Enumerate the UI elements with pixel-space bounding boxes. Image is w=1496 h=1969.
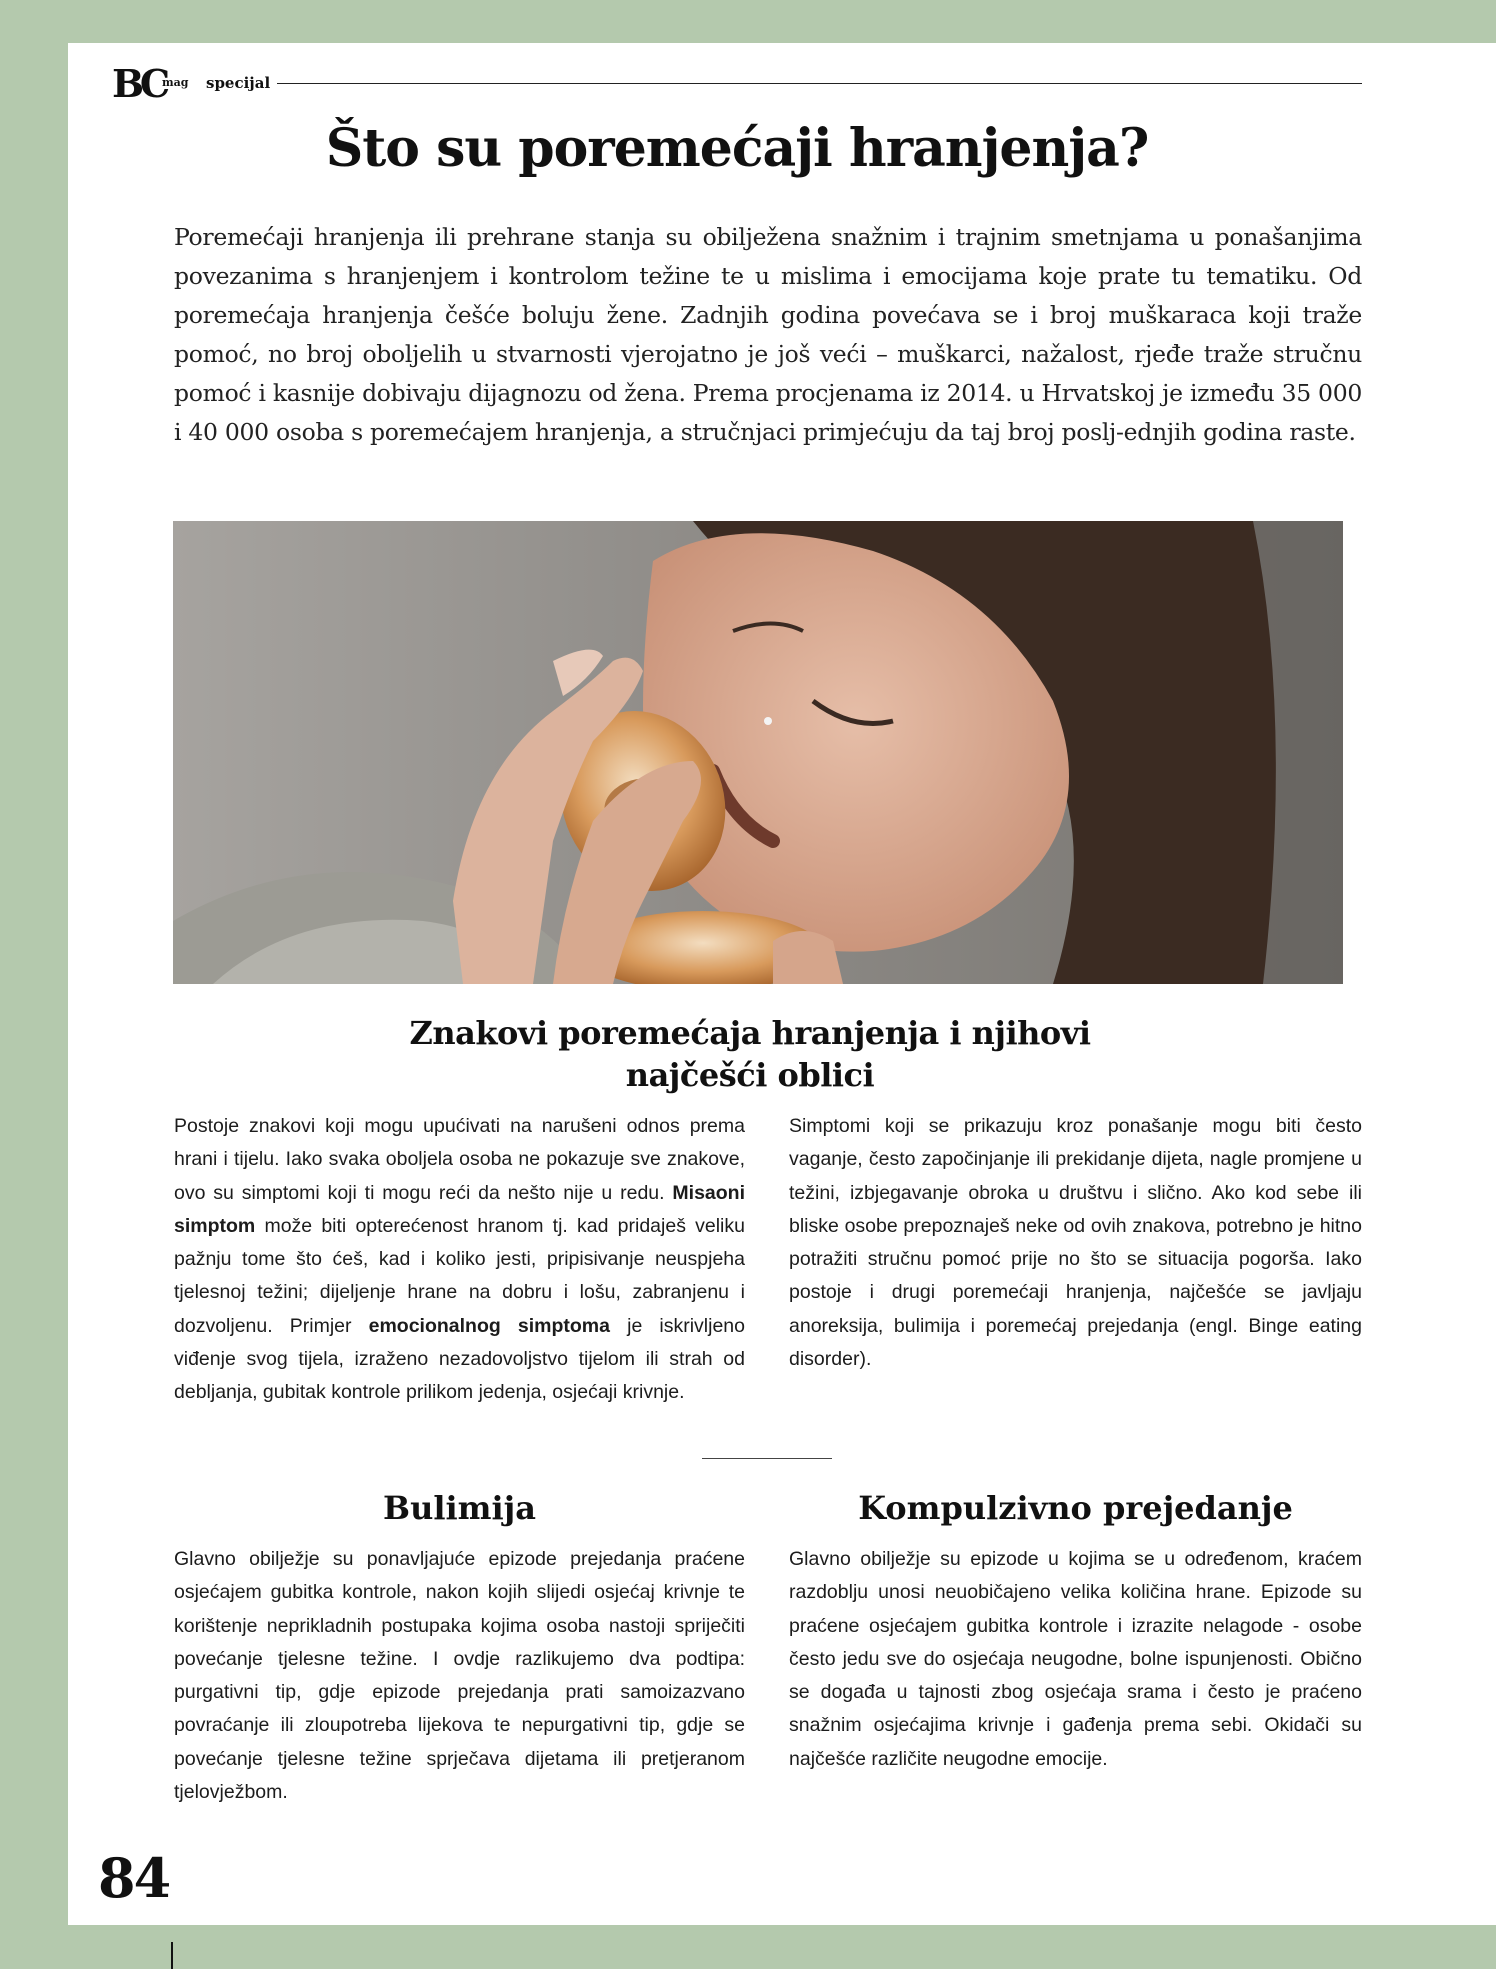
section-label: specijal [206,74,271,92]
bulimia-heading: Bulimija [383,1489,536,1527]
bulimia-text: Glavno obilježje su ponavljajuće epizode prejedanja praćene osjećajem gubitka kontrole, nakon kojih slijedi osjećaj krivnje te korištenje neprikladnih postupaka kojima osoba nastoji spriječiti povećanje tjelesne težine. I ovdje razlikujemo dva podtipa: purgativni tip, gdje epizode prejedanja prati samoizazvano povraćanje ili zloupotreba lijekova te nepurgativni tip, gdje se povećanje tjelesne težine sprječava dijetama ili pretjeranom tjelovježbom. [174,1548,745,1804]
misaoni-simptom-term: Misaoni simptom [174,1181,745,1237]
section-divider [702,1458,832,1459]
page-number-rule [171,1942,173,1969]
binge-eating-heading: Kompulzivno prejedanje [858,1489,1293,1527]
page-number: 84 [98,1846,170,1910]
woman-eating-donut-photo [173,521,1343,984]
header-rule [277,83,1362,84]
binge-eating-text: Glavno obilježje su epizode u kojima se u određenom, kraćem razdoblju unosi neuobičajeno velika količina hrane. Epizode su praćene osjećajem gubitka kontrole i izrazite nelagode - osobe često jedu sve do osjećaja neugodne, bolne ispunjenosti. Obično se događa u tajnosti zbog osjećaja srama i često je praćeno snažnim osjećajima krivnje i gađenja prema sebi. Okidači su najčešće različite neugodne emocije. [789,1548,1362,1770]
signs-right-column: Simptomi koji se prikazuju kroz ponašanje mogu biti često vaganje, često započinjanje ili prekidanje dijeta, nagle promjene u težini, izbjegavanje obroka u društvu i slično. Ako kod sebe ili bliske osobe prepoznaješ neke od ovih znakova, potrebno je hitno potražiti stručnu pomoć prije no što se situacija pogorša. Iako postoje i drugi poremećaji hranjenja, najčešće se javljaju anoreksija, bulimija i poremećaj prejedanja (engl. Binge eating disorder). [789,1115,1362,1371]
article-title: Što su poremećaji hranjenja? [325,118,1149,179]
signs-left-column: Postoje znakovi koji mogu upućivati na narušeni odnos prema hrani i tijelu. Iako svaka oboljela osoba ne pokazuje sve znakove, ovo su simptomi koji ti mogu reći da nešto nije u redu. Misaoni simptom može biti opterećenost hranom tj. kad pridaješ veliku pažnju tome što ćeš, kad i koliko jesti, pripisivanje neuspjeha tjelesnoj težini; dijeljenje hrane na dobru i lošu, zabranjenu i dozvoljenu. Primjer emocionalnog simptoma je iskrivljeno viđenje svog tijela, izraženo nezadovoljstvo tijelom ili strah od debljanja, gubitak kontrole prilikom jedenja, osjećaji krivnje. [174,1115,745,1404]
emocionalni-simptom-term: emocionalnog simptoma [368,1314,610,1337]
bc-mag-logo: BC mag [112,61,189,106]
signs-heading: Znakovi poremećaja hranjenja i njihovi najčešći oblici [409,1014,1091,1094]
intro-paragraph: Poremećaji hranjenja ili prehrane stanja su obilježena snažnim i trajnim smetnjama u ponašanjima povezanima s hranjenjem i kontrolom težine te u mislima i emocijama koje prate tu tematiku. Od poremećaja hranjenja češće boluju žene. Zadnjih godina povećava se i broj muškaraca koji traže pomoć, no broj oboljelih u stvarnosti vjerojatno je još veći – muškarci, nažalost, rjeđe traže stručnu pomoć i kasnije dobivaju dijagnozu od žena. Prema procjenama iz 2014. u Hrvatskoj je između 35 000 i 40 000 osoba s poremećajem hranjenja, a stručnjaci primjećuju da taj broj poslj-ednjih godina raste. [174,223,1363,446]
page-header [112,60,1362,108]
